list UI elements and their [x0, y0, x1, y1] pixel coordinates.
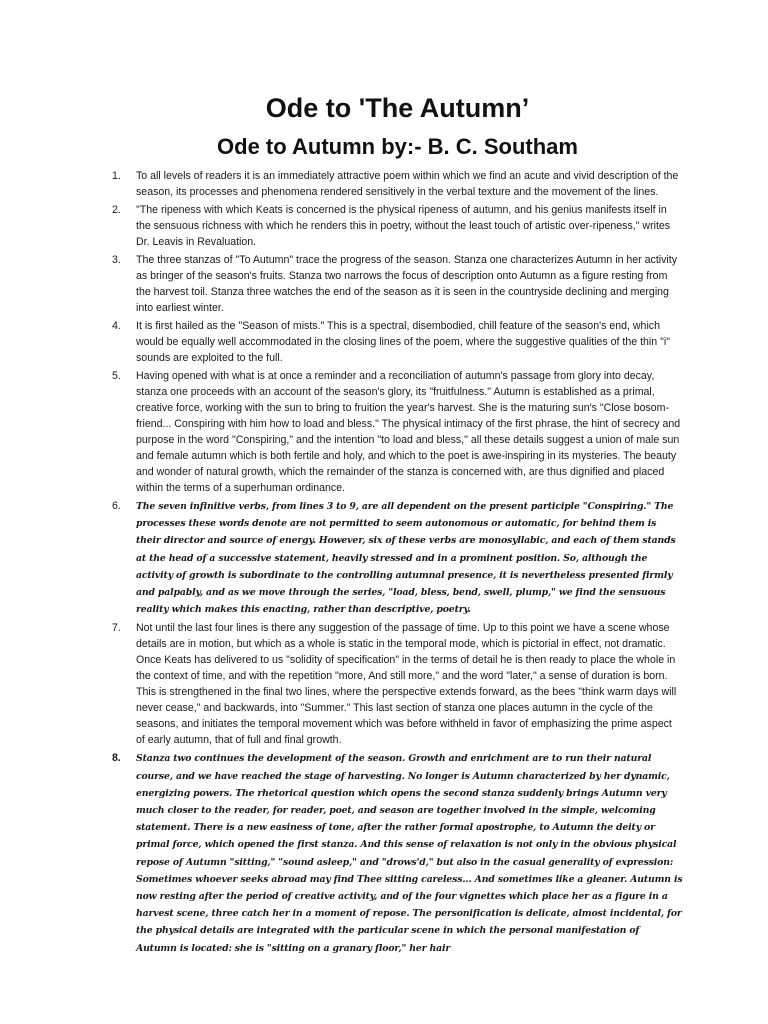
list-item [112, 202, 683, 250]
list-number: 2. [112, 204, 121, 216]
paragraph-text: Stanza two continues the development of the season. Growth and enrichment are to run their natural course, and we have reached the stage of harvesting. No longer is Autumn characterized by her dynamic, energizing powers. The rhetorical question which opens the second stanza suddenly brings Autumn very much closer to the reader, for reader, poet, and season are together involved in the simple, welcoming statement. There is a new easiness of tone, after the rather formal apostrophe, to Autumn the deity or primal force, which opened the first stanza. And this sense of relaxation is not only in the obvious physical repose of Autumn "sitting," "sound asleep," and "drows'd," but also in the casual generality of expression: Sometimes whoever seeks abroad may find Thee sitting careless... And sometimes like a gleaner. Autumn is now resting after the period of creative activity, and of the four vignettes which place her as a figure in a harvest scene, three catch her in a moment of repose. The personification is delicate, almost incidental, for the physical details are integrated with the particular scene in which the personal manifestation of Autumn is located: she is "sitting on a granary floor," her hair [136, 753, 683, 954]
list-item [112, 368, 683, 496]
list-item [112, 318, 683, 366]
list-number: 8. [112, 752, 121, 765]
paragraph-list [112, 168, 683, 957]
list-number: 4. [112, 320, 121, 332]
list-number: 1. [112, 170, 121, 182]
paragraph-text: The seven infinitive verbs, from lines 3 to 9, are all dependent on the present participle "Conspiring." The processes these words denote are not permitted to seem autonomous or automatic, for behind them is their director and source of energy. However, six of these verbs are monosyllabic, and each of them stands at the head of a successive statement, heavily stressed and in a prominent position. So, although the activity of growth is subordinate to the controlling autumnal presence, it is nevertheless presented firmly and palpably, and as we move through the series, "load, bless, bend, swell, plump," we find the sensuous reality which makes this enacting, rather than descriptive, poetry. [136, 501, 676, 616]
list-number: 5. [112, 370, 121, 382]
document-subtitle: Ode to Autumn by:- B. C. Southam [217, 134, 578, 159]
paragraph-text: It is first hailed as the "Season of mists." This is a spectral, disembodied, chill feature of the season's end, which would be equally well accommodated in the closing lines of the poem, where the suggestive qualities of the thin "i" sounds are exploited to the full. [136, 320, 670, 364]
paragraph-text: To all levels of readers it is an immediately attractive poem within which we find an acute and vivid description of the season, its processes and phenomena rendered sensitively in the verbal texture and the movement of the lines. [136, 170, 679, 198]
list-number: 3. [112, 254, 121, 266]
list-item [112, 620, 683, 748]
paragraph-text: Having opened with what is at once a reminder and a reconciliation of autumn's passage from glory into decay, stanza one proceeds with an account of the season's glory, its "fruitfulness." Autumn is established as a primal, creative force, working with the sun to bring to fruition the year's harvest. She is the maturing sun's "Close bosom- friend... Conspiring with him how to load and bless." The physical intimacy of the first phrase, the hint of secrecy and purpose in the word "Conspiring," and the intention "to load and bless," all these details suggest a union of male sun and female autumn which is both fertile and holy, and which to the poet is awe-inspiring in its mysteries. The beauty and wonder of natural growth, which the remainder of the stanza is concerned with, are thus dignified and placed within the terms of a superhuman ordinance. [136, 370, 681, 494]
list-item [112, 750, 683, 956]
paragraph-text: The three stanzas of "To Autumn" trace the progress of the season. Stanza one characterizes Autumn in her activity as bringer of the season's fruits. Stanza two narrows the focus of description onto Autumn as a figure resting from the harvest toil. Stanza three watches the end of the season as it is seen in the countryside declining and merging into earliest winter. [136, 254, 678, 314]
list-item [112, 498, 683, 618]
document-title: Ode to 'The Autumn’ [265, 93, 530, 123]
list-item [112, 252, 683, 316]
list-number: 7. [112, 622, 121, 635]
list-item [112, 168, 683, 200]
list-number: 6. [112, 500, 121, 512]
paragraph-text: Not until the last four lines is there any suggestion of the passage of time. Up to this point we have a scene whose details are in motion, but which as a whole is static in the temporal mode, which is pictorial in effect, not dramatic. Once Keats has delivered to us "solidity of specification" in the terms of detail he is then ready to place the whole in the context of time, and with the repetition "more, And still more," and the word "later," a sense of duration is born. This is strengthened in the final two lines, where the perspective extends forward, as the bees "think warm days will never cease," and backwards, into "Summer." This last section of stanza one places autumn in the cycle of the seasons, and initiates the temporal movement which was before withheld in favor of emphasizing the prime aspect of early autumn, that of full and final growth. [136, 622, 677, 747]
paragraph-text: "The ripeness with which Keats is concerned is the physical ripeness of autumn, and his genius manifests itself in the sensuous richness with which he renders this in poetry, without the least touch of artistic over-ripeness," writes Dr. Leavis in Revaluation. [136, 204, 671, 248]
